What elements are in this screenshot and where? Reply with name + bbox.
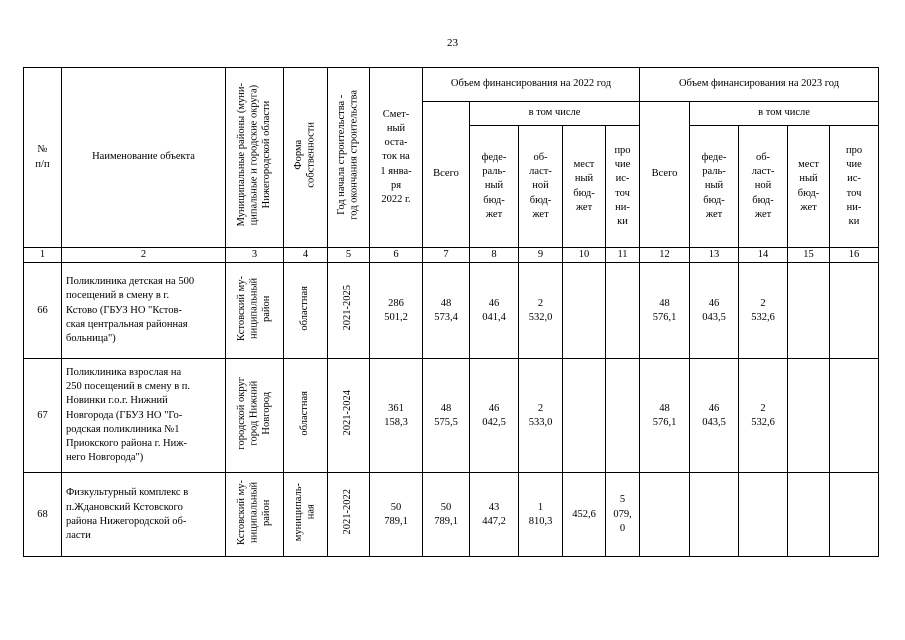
construction-objects-table <box>23 67 879 557</box>
other-2022 <box>606 263 640 359</box>
regional-2022: 2 532,0 <box>519 263 563 359</box>
years: 2021-2022 <box>328 473 370 557</box>
column-number: 14 <box>739 248 788 263</box>
balance: 361 158,3 <box>370 359 423 473</box>
district: Кстовский му- ниципальный район <box>226 263 284 359</box>
regional-2022: 2 533,0 <box>519 359 563 473</box>
row-num: 66 <box>24 263 62 359</box>
federal-2022: 43 447,2 <box>470 473 519 557</box>
column-number: 7 <box>423 248 470 263</box>
row-num: 67 <box>24 359 62 473</box>
regional-2023: 2 532,6 <box>739 359 788 473</box>
header-local-2023: мест ный бюд- жет <box>788 126 830 248</box>
object-name: Поликлиника взрослая на 250 посещений в смену в п. Новинки г.о.г. Нижний Новгорода (ГБУЗ НО "Го- родская поликлиника №1 Приокского района г. Ниж- него Новгорода") <box>62 359 226 473</box>
other-2023 <box>830 473 879 557</box>
header-federal-2023: феде- раль- ный бюд- жет <box>690 126 739 248</box>
total-2023 <box>640 473 690 557</box>
years: 2021-2025 <box>328 263 370 359</box>
total-2022: 48 573,4 <box>423 263 470 359</box>
ownership: областная <box>284 263 328 359</box>
table-row <box>24 359 879 473</box>
balance: 50 789,1 <box>370 473 423 557</box>
column-number: 9 <box>519 248 563 263</box>
district: Кстовский му- ниципальный район <box>226 473 284 557</box>
federal-2023 <box>690 473 739 557</box>
regional-2022: 1 810,3 <box>519 473 563 557</box>
federal-2023: 46 043,5 <box>690 359 739 473</box>
header-num: № п/п <box>24 68 62 248</box>
column-number: 3 <box>226 248 284 263</box>
header-fin-2022: Объем финансирования на 2022 год <box>423 68 640 102</box>
header-total-2022: Всего <box>423 102 470 248</box>
header-including-2022: в том числе <box>470 102 640 126</box>
local-2023 <box>788 359 830 473</box>
header-federal-2022: феде- раль- ный бюд- жет <box>470 126 519 248</box>
object-name: Физкультурный комплекс в п.Ждановский Кстовского района Нижегородской об- ласти <box>62 473 226 557</box>
object-name: Поликлиника детская на 500 посещений в смену в г. Кстово (ГБУЗ НО "Кстов- ская центральная районная больница") <box>62 263 226 359</box>
federal-2023: 46 043,5 <box>690 263 739 359</box>
other-2023 <box>830 263 879 359</box>
other-2022 <box>606 359 640 473</box>
total-2022: 48 575,5 <box>423 359 470 473</box>
column-number: 13 <box>690 248 739 263</box>
column-number: 16 <box>830 248 879 263</box>
header-ownership: Форма собственности <box>284 68 328 248</box>
local-2023 <box>788 473 830 557</box>
other-2022: 5 079, 0 <box>606 473 640 557</box>
column-number: 4 <box>284 248 328 263</box>
total-2023: 48 576,1 <box>640 359 690 473</box>
local-2022 <box>563 359 606 473</box>
federal-2022: 46 042,5 <box>470 359 519 473</box>
district: городской округ город Нижний Новгород <box>226 359 284 473</box>
column-number: 8 <box>470 248 519 263</box>
column-number: 11 <box>606 248 640 263</box>
header-regional-2023: об- ласт- ной бюд- жет <box>739 126 788 248</box>
header-total-2023: Всего <box>640 102 690 248</box>
header-including-2023: в том числе <box>690 102 879 126</box>
header-fin-2023: Объем финансирования на 2023 год <box>640 68 879 102</box>
local-2022 <box>563 263 606 359</box>
table-row <box>24 263 879 359</box>
balance: 286 501,2 <box>370 263 423 359</box>
column-number: 15 <box>788 248 830 263</box>
table-row <box>24 473 879 557</box>
header-districts: Муниципальные районы (муни- ципальные и городские округа) Нижегородской области <box>226 68 284 248</box>
column-number: 12 <box>640 248 690 263</box>
total-2023: 48 576,1 <box>640 263 690 359</box>
total-2022: 50 789,1 <box>423 473 470 557</box>
header-regional-2022: об- ласт- ной бюд- жет <box>519 126 563 248</box>
column-number: 5 <box>328 248 370 263</box>
header-other-2023: про чие ис- точ ни- ки <box>830 126 879 248</box>
header-balance: Смет- ный оста- ток на 1 янва- ря 2022 г. <box>370 68 423 248</box>
regional-2023: 2 532,6 <box>739 263 788 359</box>
column-number: 1 <box>24 248 62 263</box>
column-number: 6 <box>370 248 423 263</box>
ownership: муниципаль- ная <box>284 473 328 557</box>
federal-2022: 46 041,4 <box>470 263 519 359</box>
column-number: 2 <box>62 248 226 263</box>
regional-2023 <box>739 473 788 557</box>
local-2022: 452,6 <box>563 473 606 557</box>
header-other-2022: про чие ис- точ ни- ки <box>606 126 640 248</box>
page-number: 23 <box>447 37 458 49</box>
header-name: Наименование объекта <box>62 68 226 248</box>
local-2023 <box>788 263 830 359</box>
years: 2021-2024 <box>328 359 370 473</box>
row-num: 68 <box>24 473 62 557</box>
ownership: областная <box>284 359 328 473</box>
other-2023 <box>830 359 879 473</box>
column-number: 10 <box>563 248 606 263</box>
header-years: Год начала строительства - год окончания строительства <box>328 68 370 248</box>
header-local-2022: мест ный бюд- жет <box>563 126 606 248</box>
column-numbers-row <box>24 248 879 263</box>
